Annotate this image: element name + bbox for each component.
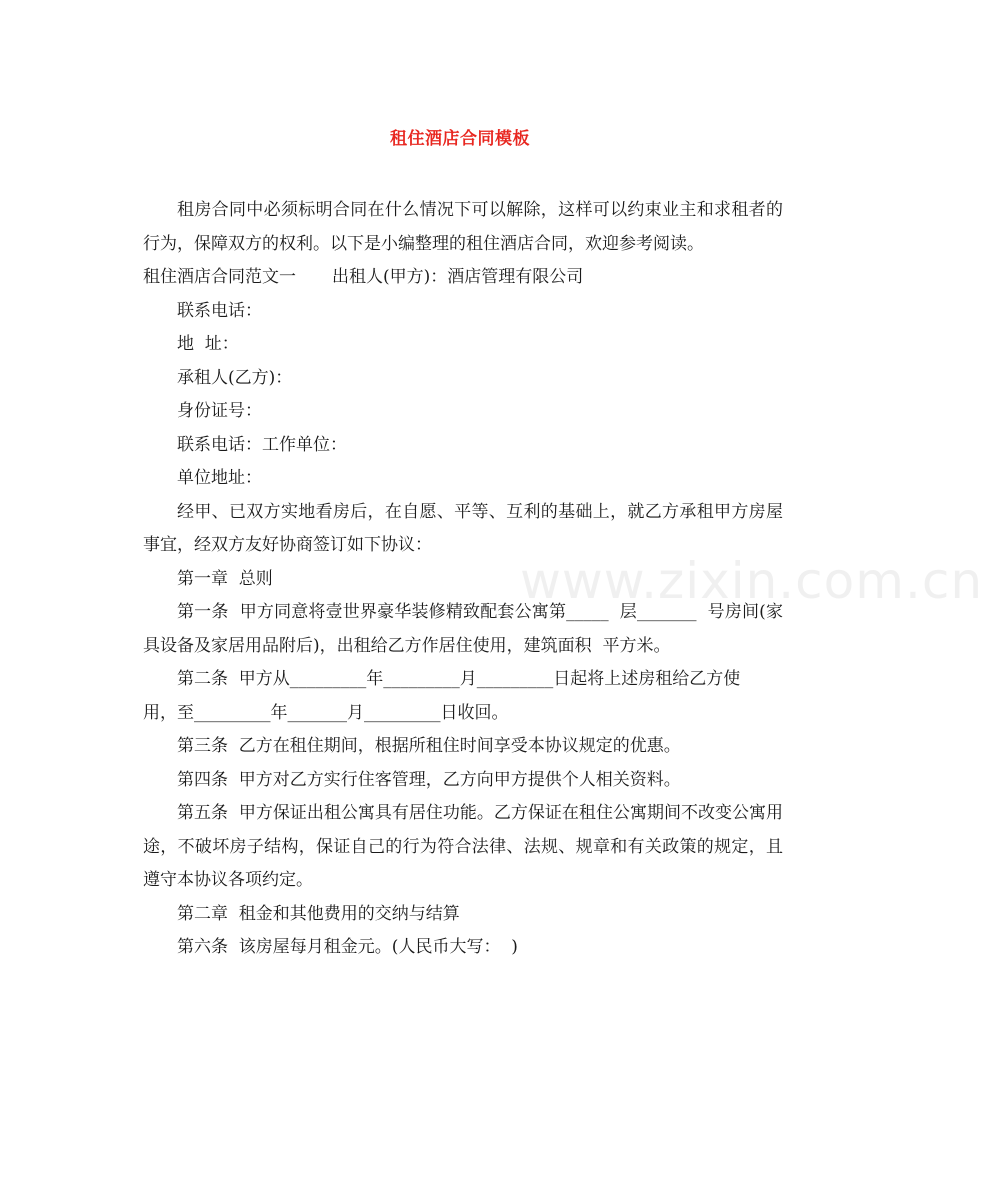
article-5: 第五条 甲方保证出租公寓具有居住功能。乙方保证在租住公寓期间不改变公寓用途，不破坏房子结构，保证自己的行为符合法律、法规、规章和有关政策的规定，且遵守本协议各项约定。 [143, 803, 783, 890]
work-address-line: 单位地址： [177, 468, 262, 488]
tenant-line: 承租人(乙方)： [177, 367, 293, 388]
sample-label: 租住酒店合同范文一 [143, 267, 296, 287]
article-2-line-2: 用，至_________年_______月_________日收回。 [143, 702, 509, 723]
article-4: 第四条 甲方对乙方实行住客管理，乙方向甲方提供个人相关资料。 [177, 769, 681, 790]
article-3: 第三条 乙方在租住期间，根据所租住时间享受本协议规定的优惠。 [177, 736, 681, 756]
intro-paragraph: 租房合同中必须标明合同在什么情况下可以解除，这样可以约束业主和求租者的行为，保障双方的权利。以下是小编整理的租住酒店合同，欢迎参考阅读。 [143, 200, 783, 254]
document-title: 租住酒店合同模板 [390, 129, 530, 149]
article-2-line-1: 第二条 甲方从_________年_________月_________日起将上述房租给乙方使 [177, 669, 741, 689]
id-number-line: 身份证号： [177, 401, 262, 421]
tenant-phone-work-line: 联系电话：工作单位： [177, 434, 347, 455]
landlord-line: 出租人(甲方)：酒店管理有限公司 [332, 267, 584, 287]
article-1: 第一条 甲方同意将壹世界豪华装修精致配套公寓第_____ 层_______ 号房间(家具设备及家居用品附后)，出租给乙方作居住使用，建筑面积 平方米。 [143, 602, 783, 656]
article-6: 第六条 该房屋每月租金元。(人民币大写： ) [177, 937, 518, 957]
watermark: www.zixin.com.cn [520, 552, 983, 610]
preamble-paragraph: 经甲、已双方实地看房后，在自愿、平等、互利的基础上，就乙方承租甲方房屋事宜，经双方友好协商签订如下协议： [143, 501, 783, 555]
chapter-1-heading: 第一章 总则 [177, 568, 273, 589]
sample-line [143, 261, 783, 295]
chapter-2-heading: 第二章 租金和其他费用的交纳与结算 [177, 903, 460, 924]
landlord-phone: 联系电话： [177, 300, 262, 321]
address-line: 地 址： [177, 334, 239, 354]
document-body [143, 194, 783, 965]
